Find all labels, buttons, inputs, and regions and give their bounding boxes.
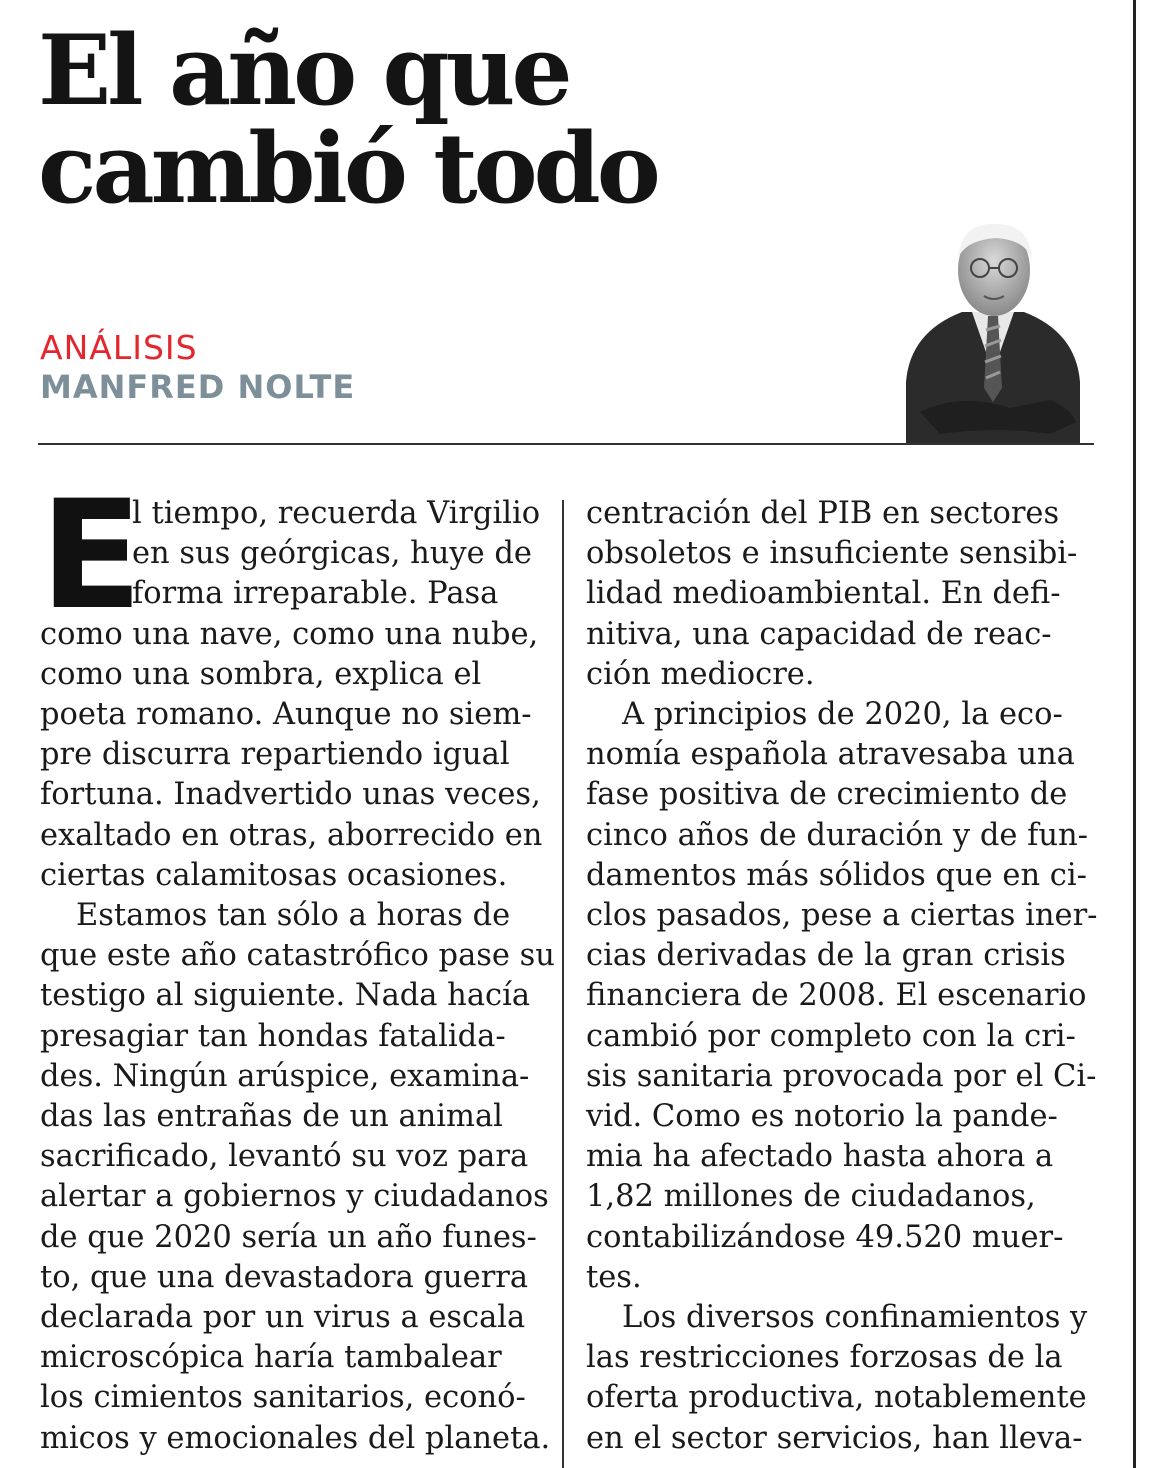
text-line: ción mediocre. bbox=[586, 656, 815, 692]
text-line: A principios de 2020, la eco- bbox=[622, 697, 1063, 733]
column-divider bbox=[562, 500, 564, 1468]
text-line: tes. bbox=[586, 1259, 642, 1295]
text-line: l tiempo, recuerda Virgilio bbox=[132, 496, 541, 531]
headline bbox=[38, 14, 657, 225]
text-line: nitiva, una capacidad de reac- bbox=[586, 616, 1052, 652]
text-line: mia ha afectado hasta ahora a bbox=[586, 1139, 1054, 1175]
text-line: cias derivadas de la gran crisis bbox=[586, 938, 1066, 974]
author-name: MANFRED NOLTE bbox=[40, 368, 356, 406]
text-line: forma irreparable. Pasa bbox=[132, 576, 499, 612]
text-line: centración del PIB en sectores bbox=[586, 496, 1060, 531]
text-line: financiera de 2008. El escenario bbox=[586, 978, 1087, 1014]
text-line: sis sanitaria provocada por el Ci- bbox=[586, 1058, 1097, 1094]
text-line: nomía española atravesaba una bbox=[586, 737, 1075, 773]
headline-line-2: cambió todo bbox=[38, 112, 657, 225]
text-line: en el sector servicios, han lleva- bbox=[586, 1420, 1083, 1456]
text-line: en sus geórgicas, huye de bbox=[132, 536, 532, 572]
text-line: que este año catastrófico pase su bbox=[40, 938, 555, 974]
text-line: contabilizándose 49.520 muer- bbox=[586, 1219, 1064, 1255]
header-divider bbox=[38, 443, 1094, 445]
text-line: das las entrañas de un animal bbox=[40, 1099, 503, 1135]
text-line: vid. Como es notorio la pande- bbox=[586, 1099, 1058, 1135]
text-line: testigo al siguiente. Nada hacía bbox=[40, 978, 531, 1014]
text-line: cambió por completo con la cri- bbox=[586, 1018, 1076, 1054]
text-line: obsoletos e insuficiente sensibi- bbox=[586, 536, 1078, 572]
drop-cap: E bbox=[40, 469, 143, 643]
text-line: de que 2020 sería un año funes- bbox=[40, 1219, 537, 1255]
text-line: microscópica haría tambalear bbox=[40, 1340, 502, 1376]
text-line: sacrificado, levantó su voz para bbox=[40, 1139, 529, 1175]
text-line: clos pasados, pese a ciertas iner- bbox=[586, 898, 1098, 934]
text-line: exaltado en otras, aborrecido en bbox=[40, 817, 543, 853]
text-line: alertar a gobiernos y ciudadanos bbox=[40, 1179, 549, 1215]
author-portrait bbox=[900, 212, 1086, 444]
text-line: poeta romano. Aunque no siem- bbox=[40, 697, 532, 733]
text-line: ciertas calamitosas ocasiones. bbox=[40, 857, 508, 893]
text-line: los cimientos sanitarios, econó- bbox=[40, 1380, 526, 1416]
text-line: presagiar tan hondas fatalida- bbox=[40, 1018, 506, 1054]
section-kicker: ANÁLISIS bbox=[40, 328, 198, 367]
article-column-right bbox=[586, 494, 1098, 1468]
text-line: las restricciones forzosas de la bbox=[586, 1340, 1063, 1376]
text-line: micos y emocionales del planeta. bbox=[40, 1420, 551, 1456]
text-line: to, que una devastadora guerra bbox=[40, 1259, 529, 1295]
text-line: Los diversos confinamientos y bbox=[622, 1300, 1088, 1336]
text-line: 1,82 millones de ciudadanos, bbox=[586, 1179, 1036, 1215]
text-line: pre discurra repartiendo igual bbox=[40, 737, 510, 773]
article-column-left bbox=[40, 469, 555, 1468]
text-line: como una nave, como una nube, bbox=[40, 616, 539, 652]
text-line: lidad medioambiental. En defi- bbox=[586, 576, 1061, 612]
text-line: des. Ningún arúspice, examina- bbox=[40, 1058, 530, 1094]
text-line: Estamos tan sólo a horas de bbox=[76, 898, 511, 934]
text-line: como una sombra, explica el bbox=[40, 656, 482, 692]
text-line: damentos más sólidos que en ci- bbox=[586, 857, 1087, 893]
text-line: declarada por un virus a escala bbox=[40, 1300, 526, 1336]
text-line: fase positiva de crecimiento de bbox=[586, 777, 1068, 813]
text-line: fortuna. Inadvertido unas veces, bbox=[40, 777, 541, 813]
headline-line-1: El año que bbox=[38, 14, 569, 127]
page-edge-rule bbox=[1133, 0, 1136, 1468]
text-line: cinco años de duración y de fun- bbox=[586, 817, 1088, 853]
text-line: oferta productiva, notablemente bbox=[586, 1380, 1087, 1416]
